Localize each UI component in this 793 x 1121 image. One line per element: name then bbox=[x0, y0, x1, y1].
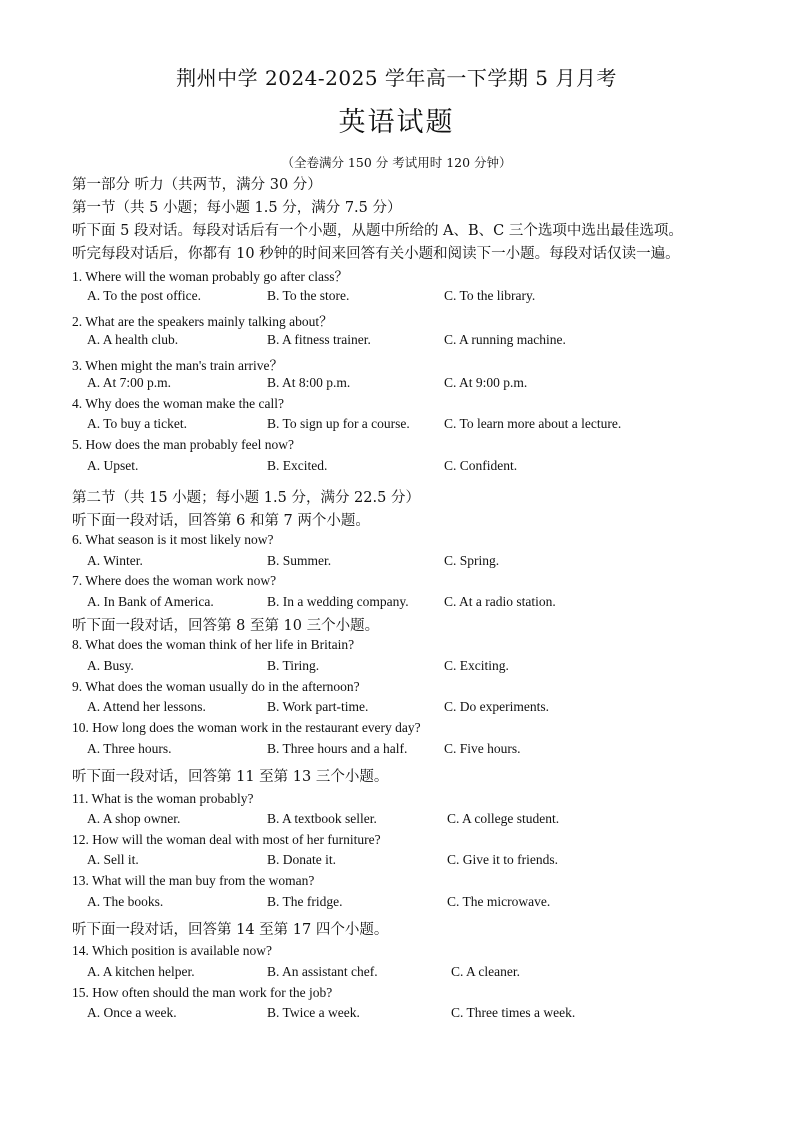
question-2: 2. What are the speakers mainly talking about？ bbox=[72, 314, 333, 329]
question-1: 1. Where will the woman probably go after class？ bbox=[72, 269, 349, 284]
option-a: A. Sell it. bbox=[87, 852, 139, 867]
dialogue-intro-14-17: 听下面一段对话，回答第 14 至第 17 四个小题。 bbox=[72, 922, 389, 938]
option-b: B. A textbook seller. bbox=[267, 811, 377, 826]
option-b: B. Donate it. bbox=[267, 852, 336, 867]
option-b: B. In a wedding company. bbox=[267, 594, 409, 609]
option-c: C. Do experiments. bbox=[444, 699, 549, 714]
option-b: B. Work part-time. bbox=[267, 699, 369, 714]
option-a: A. Upset. bbox=[87, 458, 139, 473]
option-a: A. In Bank of America. bbox=[87, 594, 214, 609]
option-b: B. A fitness trainer. bbox=[267, 332, 371, 347]
option-b: B. To the store. bbox=[267, 288, 350, 303]
option-c: C. To learn more about a lecture. bbox=[444, 416, 622, 431]
option-b: B. Excited. bbox=[267, 458, 328, 473]
option-a: A. Attend her lessons. bbox=[87, 699, 206, 714]
section2-heading: 第二节（共 15 小题；每小题 1.5 分，满分 22.5 分） bbox=[72, 490, 420, 506]
section1-instruction-2: 听完每段对话后，你都有 10 秒钟的时间来回答有关小题和阅读下一小题。每段对话仅读一遍。 bbox=[72, 246, 680, 262]
option-b: B. To sign up for a course. bbox=[267, 416, 410, 431]
question-3: 3. When might the man's train arrive？ bbox=[72, 358, 284, 373]
dialogue-intro-11-13: 听下面一段对话，回答第 11 至第 13 三个小题。 bbox=[72, 769, 389, 785]
dialogue-intro-8-10: 听下面一段对话，回答第 8 至第 10 三个小题。 bbox=[72, 618, 380, 634]
option-c: C. A college student. bbox=[447, 811, 560, 826]
section1-heading: 第一节（共 5 小题；每小题 1.5 分，满分 7.5 分） bbox=[72, 200, 402, 216]
option-a: A. Busy. bbox=[87, 658, 134, 673]
option-a: A. A kitchen helper. bbox=[87, 964, 195, 979]
question-12: 12. How will the woman deal with most of her furniture? bbox=[72, 832, 381, 847]
option-b: B. Tiring. bbox=[267, 658, 320, 673]
question-8: 8. What does the woman think of her life in Britain? bbox=[72, 637, 355, 652]
option-a: A. A shop owner. bbox=[87, 811, 181, 826]
option-a: A. Three hours. bbox=[87, 741, 172, 756]
option-c: C. To the library. bbox=[444, 288, 536, 303]
question-15: 15. How often should the man work for the job? bbox=[72, 985, 333, 1000]
option-c: C. Three times a week. bbox=[451, 1005, 576, 1020]
option-c: C. The microwave. bbox=[447, 894, 551, 909]
option-c: C. Give it to friends. bbox=[447, 852, 558, 867]
option-b: B. Three hours and a half. bbox=[267, 741, 408, 756]
exam-subject: 英语试题 bbox=[338, 107, 455, 138]
option-b: B. At 8:00 p.m. bbox=[267, 375, 351, 390]
option-b: B. Summer. bbox=[267, 553, 332, 568]
exam-title: 荆州中学 2024-2025 学年高一下学期 5 月月考 bbox=[176, 66, 617, 90]
dialogue-intro-6-7: 听下面一段对话，回答第 6 和第 7 两个小题。 bbox=[72, 513, 370, 529]
option-c: C. Confident. bbox=[444, 458, 518, 473]
question-9: 9. What does the woman usually do in the afternoon? bbox=[72, 679, 360, 694]
option-a: A. A health club. bbox=[87, 332, 179, 347]
option-a: A. At 7:00 p.m. bbox=[87, 375, 172, 390]
option-a: A. Once a week. bbox=[87, 1005, 177, 1020]
option-c: C. A running machine. bbox=[444, 332, 566, 347]
exam-info: （全卷满分 150 分 考试用时 120 分钟） bbox=[281, 155, 512, 170]
question-7: 7. Where does the woman work now? bbox=[72, 573, 277, 588]
option-a: A. Winter. bbox=[87, 553, 143, 568]
section1-instruction-1: 听下面 5 段对话。每段对话后有一个小题，从题中所给的 A、B、C 三个选项中选出最佳选项。 bbox=[72, 223, 683, 239]
option-c: C. At a radio station. bbox=[444, 594, 556, 609]
question-10: 10. How long does the woman work in the restaurant every day? bbox=[72, 720, 421, 735]
question-14: 14. Which position is available now? bbox=[72, 943, 272, 958]
option-c: C. Five hours. bbox=[444, 741, 521, 756]
option-c: C. A cleaner. bbox=[451, 964, 520, 979]
option-a: A. The books. bbox=[87, 894, 164, 909]
option-b: B. An assistant chef. bbox=[267, 964, 378, 979]
question-4: 4. Why does the woman make the call? bbox=[72, 396, 284, 411]
part1-heading: 第一部分 听力（共两节，满分 30 分） bbox=[72, 177, 322, 193]
option-c: C. Exciting. bbox=[444, 658, 509, 673]
option-b: B. Twice a week. bbox=[267, 1005, 360, 1020]
option-c: C. Spring. bbox=[444, 553, 500, 568]
option-c: C. At 9:00 p.m. bbox=[444, 375, 528, 390]
question-5: 5. How does the man probably feel now? bbox=[72, 437, 294, 452]
question-13: 13. What will the man buy from the woman? bbox=[72, 873, 315, 888]
option-b: B. The fridge. bbox=[267, 894, 343, 909]
question-6: 6. What season is it most likely now? bbox=[72, 532, 274, 547]
question-11: 11. What is the woman probably? bbox=[72, 791, 254, 806]
option-a: A. To buy a ticket. bbox=[87, 416, 188, 431]
option-a: A. To the post office. bbox=[87, 288, 202, 303]
